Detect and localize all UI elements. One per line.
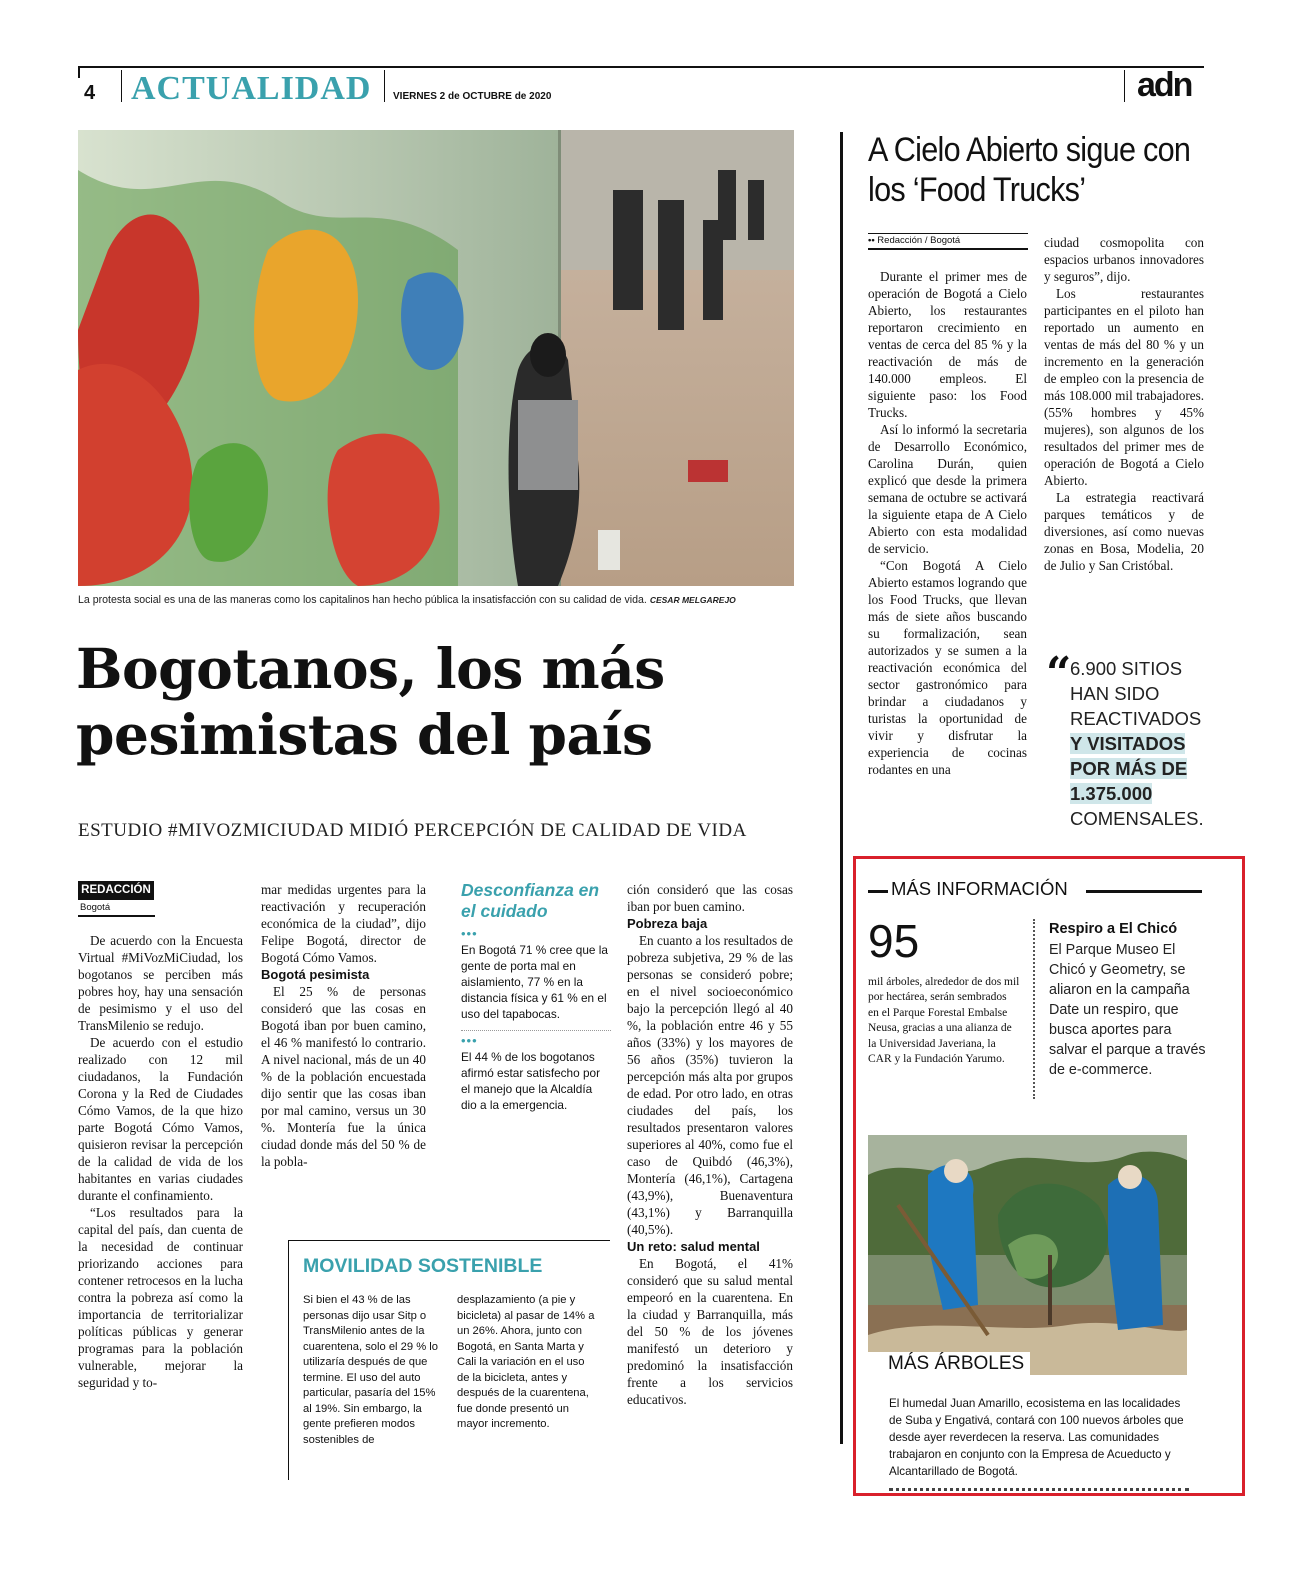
issue-date: VIERNES 2 de OCTUBRE de 2020 [393, 91, 552, 102]
col1-paragraph-1: De acuerdo con la Encuesta Virtual #MiVozMiCiudad, los bogotanos se perciben más pobres hoy, hay una sensación de pesimismo y el uso del TransMilenio se redujo. [78, 933, 243, 1033]
photo-caption [78, 594, 794, 606]
photo-caption-text: La protesta social es una de las maneras como los capitalinos han hecho pública la insatisfacción con su calidad de vida. [78, 594, 647, 606]
main-photo [78, 130, 794, 586]
sidebar-dots-2: ••• [461, 1033, 478, 1048]
mobility-box [288, 1240, 610, 1480]
header-divider-2 [384, 70, 385, 102]
article-column-1 [78, 932, 243, 1391]
mobility-title: MOVILIDAD SOSTENIBLE [303, 1255, 543, 1277]
info-number-text: mil árboles, alrededor de dos mil por hectárea, serán sembrados en el Parque Forestal Embalse Neusa, gracias a una alianza de la Universidad Javeriana, la CAR y la Fundación Yarumo. [868, 976, 1020, 1066]
col4-subhead-2: Un reto: salud mental [627, 1239, 760, 1254]
page-number: 4 [84, 82, 96, 104]
col1-paragraph-3: “Los resultados para la capital del país, dan cuenta de la necesidad de continuar priorizando acciones para contener retrocesos en la lucha contra la pobreza así como la importancia de territorializar políticas públicas y generar programas para la población vulnerable, mejorar la seguridad y to- [78, 1205, 243, 1390]
byline-name: REDACCIÓN [81, 884, 151, 896]
column-separator [840, 132, 843, 1444]
quote-bold-2: POR MÁS DE [1070, 758, 1188, 779]
side-byline-dots: •• [868, 235, 878, 246]
info-dotted-divider [1033, 919, 1035, 1099]
header-divider [121, 70, 122, 102]
quote-bold-3: 1.375.000 [1070, 783, 1153, 804]
byline-badge [78, 881, 154, 900]
sidebar-dots-1: ••• [461, 926, 478, 941]
side-col1-para-1: Durante el primer mes de operación de Bogotá a Cielo Abierto, los restaurantes reportaron crecimiento en ventas de cerca del 85 % y la reactivación de más de 140.000 empleos. El siguiente paso: los Food Trucks. [868, 269, 1027, 420]
mobility-text-b: desplazamiento (a pie y bicicleta) al pasar de 14% a un 26%. Ahora, junto con Bogotá, en Santa Marta y Cali la variación en el uso de la bicicleta, antes y después de la cuarentena, fue donde presentó un mayor incremento. [457, 1294, 595, 1430]
pull-quote [1044, 648, 1204, 831]
side-col2-para-3: La estrategia reactivará parques temáticos y de diversiones, así como nuevas zonas en Bosa, Modelia, 20 de Julio y San Cristóbal. [1044, 490, 1204, 573]
quote-mark-icon: “ [1046, 648, 1072, 699]
mobility-text-a: Si bien el 43 % de las personas dijo usar Sitp o TransMilenio antes de la cuarentena, solo el 29 % lo utilizaría después de que termine. El uso del auto particular, pasaría del 15% al 19%. Sin embargo, la gente prefieren modos sostenibles de [303, 1294, 438, 1446]
header-left-tick [78, 66, 80, 78]
photo-credit: CESAR MELGAREJO [649, 595, 736, 605]
info-box-rule-left [868, 890, 888, 893]
article-column-4 [627, 881, 793, 1408]
side-column-2 [1044, 234, 1204, 574]
mural-painting-image [78, 130, 794, 586]
byline-rule [78, 915, 155, 917]
side-column-1 [868, 268, 1027, 778]
quote-bold-1: Y VISITADOS [1070, 733, 1186, 754]
side-byline [868, 235, 960, 246]
sidebar-item-2: El 44 % de los bogotanos afirmó estar satisfecho por el manejo que la Alcaldía dio a la emergencia. [461, 1050, 600, 1112]
col4-paragraph-2: En Bogotá, el 41% consideró que su salud mental empeoró en la cuarentena. En la ciudad y Barranquilla, más del 50 % de los jóvenes manifestó un deterioro y predominó la insatisfacción frente a los servicios educativos. [627, 1256, 793, 1407]
col4-subhead-1: Pobreza baja [627, 916, 708, 931]
side-col1-para-3: “Con Bogotá A Cielo Abierto estamos logrando que los Food Trucks, que llevan más de siete años buscando su formalización, sean autorizados y se sumen a la reactivación económica del sector gastronómico para brindar a ciudadanos y turistas la oportunidad de vivir y disfrutar la experiencia de cocinas rodantes en una [868, 558, 1027, 777]
quote-line-2: HAN SIDO [1070, 683, 1160, 704]
col2-paragraph: El 25 % de personas consideró que las cosas en Bogotá iban por buen camino, el 46 % manifestó lo contrario. A nivel nacional, más de un 40 % de la población encuestada dijo sentir que las cosas iban por mal camino, versus un 30 %. Montería fue la única ciudad donde más del 50 % de la pobla- [261, 984, 426, 1169]
main-kicker: ESTUDIO #MIVOZMICIUDAD MIDIÓ PERCEPCIÓN DE CALIDAD DE VIDA [78, 820, 747, 841]
sidebar-title: Desconfianza en el cuidado [461, 880, 600, 921]
side-headline: A Cielo Abierto sigue con los ‘Food Trucks’ [868, 131, 1191, 209]
side-col2-para-1: ciudad cosmopolita con espacios urbanos innovadores y seguros”, dijo. [1044, 235, 1204, 284]
trees-photo-label: MÁS ÁRBOLES [868, 1352, 1030, 1375]
header-rule [78, 66, 1204, 68]
col4-lead: ción consideró que las cosas iban por buen camino. [627, 882, 793, 914]
side-col1-para-2: Así lo informó la secretaria de Desarrollo Económico, Carolina Durán, quien explicó que desde la primera semana de octubre se activará la siguiente etapa de A Cielo Abierto con esta modalidad de servicio. [868, 422, 1027, 556]
info-big-number: 95 [868, 915, 920, 967]
quote-end: COMENSALES. [1070, 808, 1204, 829]
side-byline-text: Redacción / Bogotá [877, 235, 961, 246]
byline-city: Bogotá [80, 902, 111, 913]
side-col2-para-2: Los restaurantes participantes en el piloto han reportado un aumento en ventas de más del 80 % y un incremento en la generación de empleo con la presencia de más 108.000 mil trabajadores. (55% hombres y 45% mujeres), son algunos de los resultados del primer mes de operación de Bogotá a Cielo Abierto. [1044, 286, 1204, 488]
col2-subhead: Bogotá pesimista [261, 967, 370, 982]
brand-logo: adn [1137, 66, 1192, 104]
article-column-2 [261, 881, 426, 1170]
quote-text [1070, 656, 1204, 831]
side-byline-rule [868, 248, 1028, 250]
col1-paragraph-2: De acuerdo con el estudio realizado con 12 mil ciudadanos, la Fundación Corona y la Red de Ciudades Cómo Vamos, de la que hizo parte Bogotá Cómo Vamos, quisieron revisar la percepción de la calidad de vida de los habitantes en varias ciudades durante el confinamiento. [78, 1035, 243, 1203]
trust-sidebar [461, 880, 611, 1113]
side-byline-rule-top [868, 233, 1028, 234]
trees-photo [868, 1135, 1187, 1375]
quote-line-3: REACTIVADOS [1070, 708, 1202, 729]
info-box-label: MÁS INFORMACIÓN [891, 878, 1068, 899]
info-bottom-dotted [889, 1488, 1189, 1491]
header-divider-3 [1124, 70, 1125, 102]
info-box [853, 856, 1245, 1496]
col4-paragraph-1: En cuanto a los resultados de pobreza subjetiva, 29 % de las personas se consideró pobre; en el nivel socioeconómico bajo la percepción llegó al 40 %, la población entre 46 y 55 años (33%) y los mayores de 56 años (35%) tuvieron la percepción más alta por grupos de edad. Por otro lado, en otras ciudades del país, los resultados presentaron valores superiores al 40%, como fue el caso de Quibdó (46,3%), Montería (46,1%), Cartagena (43,9%), Buenaventura (43,1%) y Barranquilla (40,5%). [627, 933, 793, 1237]
trees-caption: El humedal Juan Amarillo, ecosistema en las localidades de Suba y Engativá, contará con 100 nuevos árboles que desde ayer reverdecen la reserva. Las comunidades trabajaron en conjunto con la Empresa de Acueducto y Alcantarillado de Bogotá. [889, 1397, 1184, 1478]
tree-planting-image [868, 1135, 1187, 1375]
respiro-title: Respiro a El Chicó [1049, 921, 1178, 937]
section-title: ACTUALIDAD [131, 70, 372, 107]
main-headline: Bogotanos, los más pesimistas del país [76, 636, 665, 767]
sidebar-item-1: En Bogotá 71 % cree que la gente de porta mal en aislamiento, 77 % en la distancia física y 61 % en el uso del tapabocas. [461, 943, 608, 1021]
col2-lead: mar medidas urgentes para la reactivación y recuperación económica de la ciudad”, dijo Felipe Bogotá, director de Bogotá Cómo Vamos. [261, 882, 426, 965]
quote-line-1: 6.900 SITIOS [1070, 658, 1183, 679]
respiro-text: El Parque Museo El Chicó y Geometry, se aliaron en la campaña Date un respiro, que busca aportes para salvar el parque a través de e-commerce. [1049, 942, 1206, 1078]
info-box-rule-right [1086, 890, 1202, 893]
sidebar-divider [461, 1030, 611, 1031]
